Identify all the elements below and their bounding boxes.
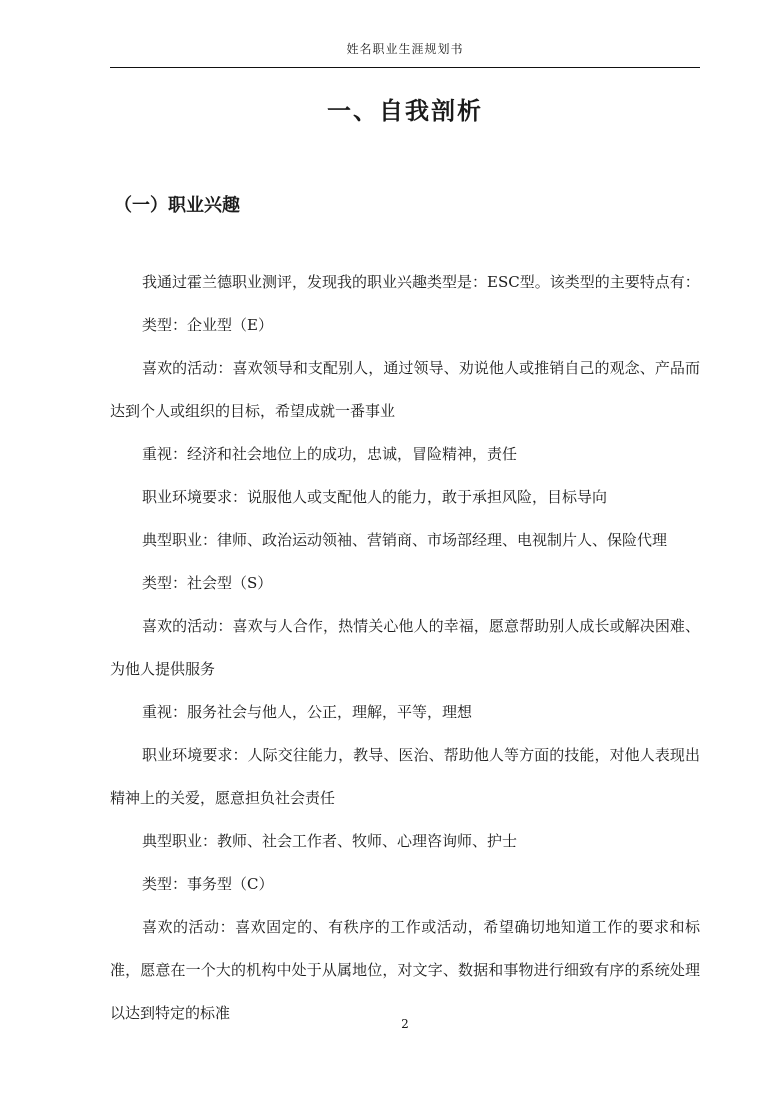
paragraph-c-activities: 喜欢的活动：喜欢固定的、有秩序的工作或活动，希望确切地知道工作的要求和标准，愿意在一个大的机构中处于从属地位，对文字、数据和事物进行细致有序的系统处理以达到特定的标准 (110, 918, 700, 1022)
body-text (110, 261, 700, 1035)
paragraph-intro: 我通过霍兰德职业测评，发现我的职业兴趣类型是：ESC型。该类型的主要特点有： (142, 273, 700, 291)
paragraph-s-environment: 职业环境要求：人际交往能力，教导、医治、帮助他人等方面的技能，对他人表现出精神上的关爱，愿意担负社会责任 (110, 746, 700, 807)
paragraph-e-occupations: 典型职业：律师、政治运动领袖、营销商、市场部经理、电视制片人、保险代理 (142, 531, 668, 549)
paragraph-s-occupations: 典型职业：教师、社会工作者、牧师、心理咨询师、护士 (142, 832, 518, 850)
paragraph-e-values: 重视：经济和社会地位上的成功，忠诚，冒险精神，责任 (142, 445, 518, 463)
header-rule (110, 67, 700, 68)
paragraph-s-activities: 喜欢的活动：喜欢与人合作，热情关心他人的幸福，愿意帮助别人成长或解决困难、为他人提供服务 (110, 617, 700, 678)
paragraph-e-environment: 职业环境要求：说服他人或支配他人的能力，敢于承担风险，目标导向 (142, 488, 608, 506)
paragraph-type-c: 类型：事务型（C） (142, 875, 274, 893)
paragraph-s-values: 重视：服务社会与他人，公正，理解，平等，理想 (142, 703, 473, 721)
running-header: 姓名职业生涯规划书 (346, 42, 464, 56)
paragraph-type-e: 类型：企业型（E） (142, 316, 273, 334)
paragraph-type-s: 类型：社会型（S） (142, 574, 273, 592)
paragraph-e-activities: 喜欢的活动：喜欢领导和支配别人，通过领导、劝说他人或推销自己的观念、产品而达到个人或组织的目标，希望成就一番事业 (110, 359, 700, 420)
section-title: （一）职业兴趣 (114, 195, 240, 216)
chapter-title: 一、自我剖析 (327, 97, 483, 125)
page-number: 2 (401, 1017, 409, 1031)
